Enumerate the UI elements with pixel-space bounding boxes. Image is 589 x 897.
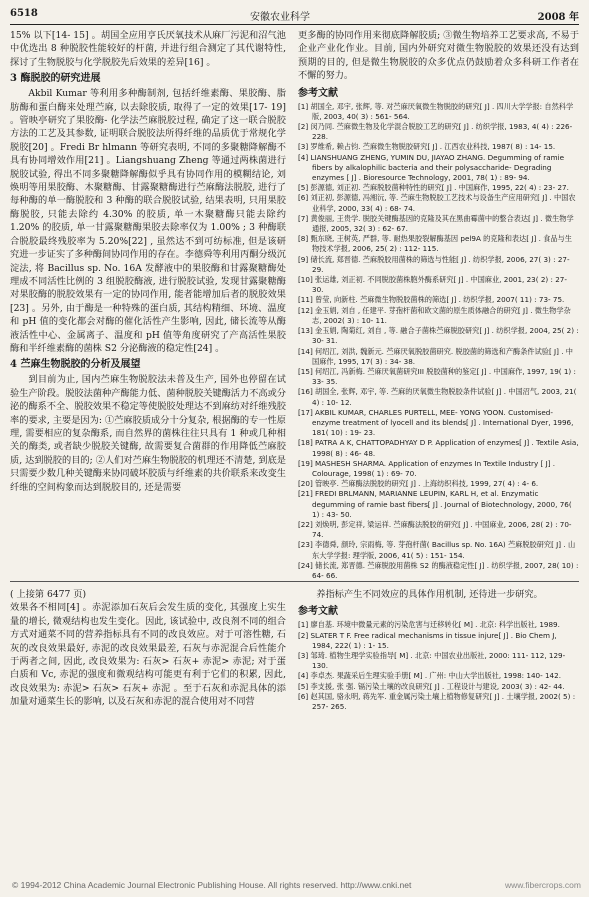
publication-year: 2008 年 <box>537 12 579 23</box>
references-list-bottom <box>298 620 579 712</box>
article-separator <box>10 581 579 582</box>
reference-item: [18] PATRA A K, CHATTOPADHYAY D P. Application of enzymes[ J] . Textile Asia, 1998( 8) : 46- 48. <box>298 438 579 458</box>
watermark: www.fibercrops.com <box>504 880 581 890</box>
reference-item: [4] LIANSHUANG ZHENG, YUMIN DU, JIAYAO ZHANG. Degumming of ramie fibers by alkalophilic bacteria and their polysaccharide- Degrading enzymes [ J] . Bioresource Technology, 2001, 78( 1) : 89- 94. <box>298 152 565 183</box>
header-rule <box>10 24 579 25</box>
continued-paragraph-right: 养指标产生不同效应的具体作用机制, 还待进一步研究。 <box>316 589 543 600</box>
reference-item: [3] 邹琦. 植物生理学实验指导[ M] . 北京: 中国农业出版社, 2000: 111- 112, 129- 130. <box>298 651 566 671</box>
page-number: 6518 <box>10 8 38 19</box>
reference-item: [22] 刘焕明, 彭定祥, 梁运祥. 苎麻酶法脱胶的研究[ J] . 中国麻业, 2006, 28( 2) : 70- 74. <box>298 519 572 540</box>
reference-item: [5] 李支援, 张 强. 镉污染土壤的改良研究[ J] . 工程设计与建设, 2003( 3) : 42- 44. <box>298 681 565 691</box>
reference-item: [17] AKBIL KUMAR, CHARLES PURTELL, MEE- YONG YOON. Customised- enzyme treatment of lyocell and its blends[ J] . International Dyer, 1996, 181( 10) : 19- 23. <box>298 407 574 438</box>
reference-item: [20] 管映亭. 苎麻酶法脱胶的研究[ J] . 上海纺织科技, 1999, 27( 4) : 4- 6. <box>298 479 539 489</box>
continued-from-label: ( 上接第 6477 页) <box>10 589 87 600</box>
reference-item: [4] 李卓杰. 果蔬采后生理实验手册[ M] . 广州: 中山大学出版社, 1998: 140- 142. <box>298 671 561 681</box>
copyright-notice: © 1994-2012 China Academic Journal Electronic Publishing House. All rights reserved. http://www.cnki.net <box>12 880 412 890</box>
section-4-heading: 4 苎麻生物脱胶的分析及展望 <box>10 359 141 371</box>
journal-name: 安徽农业科学 <box>250 12 310 23</box>
footer <box>0 877 589 897</box>
reference-item: [6] 赵其国, 骆永明, 蒋先军. 重金属污染土壤上植物修复研究[ J] . 土壤学报, 2002( 5) : 257- 265. <box>298 691 576 712</box>
right-column-bottom <box>298 588 579 874</box>
reference-item: [7] 黄俊丽, 王贵学. 脱胶关键酶基因的克隆及其在黑曲霉菌中的整合表达[ J] . 微生物学通报, 2005, 32( 3) : 62- 67. <box>298 213 574 234</box>
intro-paragraph: 15% 以下[14- 15] 。胡国全应用亨氏厌氧技术从麻厂污泥和沼气池中优选出 8 种脱胶性能较好的杆菌, 并进行组合测定了其代谢特性, 探讨了生物脱胶与化学脱胶先后效果的差异[16] 。 <box>10 30 286 68</box>
reference-item: [12] 金玉娟, 刘自 , 任建平. 芽孢杆菌和欧文菌的原生质体融合的研究[ J] . 微生物学杂志, 2002( 3) : 10- 11. <box>298 305 571 325</box>
left-column-top <box>10 29 286 579</box>
reference-item: [11] 曾莹, 向新柱. 苎麻微生物脱胶菌株的筛选[ J] . 纺织学报, 2007( 11) : 73- 75. <box>298 295 565 305</box>
reference-item: [3] 罗维希, 赖占钧. 苎麻微生物脱胶研究[ J] . 江西农业科技, 1987( 8) : 14- 15. <box>298 142 556 152</box>
references-list <box>298 102 579 579</box>
conclusion-paragraph: 更多酶的协同作用来彻底降解胶质; ③微生物培养工艺要求高, 不易于企业产业化作业。目前, 国内外研究对微生物脱胶的效果还没有达到预期的目的, 但是微生物脱胶的众多优点仍鼓励着众多科研工作者在不懈的努力。 <box>298 30 579 82</box>
reference-item: [24] 储长流, 郑晋德. 苎麻脱胶用菌株 S2 的酶液稳定性[ J] . 纺织学报, 2007, 28( 10) : 64- 66. <box>298 560 579 579</box>
references-heading-bottom: 参考文献 <box>298 606 338 618</box>
references-heading: 参考文献 <box>298 87 338 99</box>
reference-item: [8] 甄东晓, 王树英, 严群, 等. 耐热果胶裂解酶基因 pel9A 的克隆和表达[ J] . 食品与生物技术学报, 2006, 25( 2) : 112- 115. <box>298 234 572 254</box>
reference-item: [14] 何绍江, 刘洪, 魏新元. 苎麻厌氧脱胶菌研究. 脱胶菌的筛选和产酶条件试验[ J] . 中国麻作, 1995, 17( 3) : 34- 38. <box>298 346 573 366</box>
left-column-bottom <box>10 588 286 874</box>
running-header <box>10 6 579 22</box>
reference-item: [2] SLATER T F. Free radical mechanisms in tissue injure[ J] . Bio Chem J, 1984, 222( 1) : 1- 15. <box>298 630 557 650</box>
reference-item: [1] 廖自基. 环境中微量元素的污染危害与迁移转化[ M] . 北京: 科学出版社, 1989. <box>298 620 560 630</box>
reference-item: [19] MASHESH SHARMA. Application of enzymes In Textile Industry [ J] . Colourage, 1998( 1) : 69- 70. <box>298 458 556 478</box>
reference-item: [1] 胡国全, 邓宇, 张辉, 等. 对苎麻厌氧微生物脱胶的研究[ J] . 四川大学学报: 自然科学版, 2003, 40( 3) : 561- 564. <box>298 101 574 121</box>
reference-item: [5] 彭源德, 刘正初. 苎麻脱胶菌种特性的研究[ J] . 中国麻作, 1995, 22( 4) : 23- 27. <box>298 183 569 193</box>
reference-item: [15] 何绍江, 冯新梅. 苎麻厌氧菌研究III 脱胶菌种的鉴定[ J] . 中国麻作, 1997, 19( 1) : 33- 35. <box>298 366 576 387</box>
reference-item: [9] 储长流, 郑晋德. 苎麻脱胶用菌株的筛选与性能[ J] . 纺织学报, 2006, 27( 3) : 27- 29. <box>298 254 570 274</box>
section-3-paragraph: Akbil Kumar 等利用多种酶制剂, 包括纤维素酶、果胶酶、脂肪酶和蛋白酶来处理苎麻, 以去除胶质, 取得了一定的效果[17- 19] 。管映亭研究了果胶酶- 化学法苎麻脱胶过程, 确定了这一联合脱胶方法的工艺及其参数, 证明联合脱胶法所得纤维的品质优于常规化学脱胶[20] 。Fredi Br hlmann 等研究表明, 不同的多聚糖降解酶不具有协同增效作用[21] 。Liangshuang Zheng 等通过两株菌进行脱胶试验, 得出不同多聚糖降解酶似乎具有协同作用的模糊结论, 刘焕明等用果胶酶、木聚糖酶、甘露聚糖酶进行苎麻酶法脱胶, 进行了每种酶的单一酶脱胶和 3 种酶的联合脱胶试验, 结果表明, 只用果胶酶脱胶, 只能去除约 4.30% 的胶质, 单一木聚糖酶只能去除约 1.20% 的胶质, 单一甘露聚糖酶果胶去除率仅为 1.00% ; 3 种酶联合脱胶最终残胶率为 5.20%[22] , 虽然达不到可纺标准, 但是该研究进一步证实了多种酶间协同作用的存在。李德舜等利用丙酮分级沉淀法, 将 Bacillus sp. No. 16A 发酵液中的果胶酶和甘露聚糖酶处理成不同活性比例的 3 组脱胶酶液, 进行脱胶试验, 发现甘露聚糖酶对果胶酶的脱胶效果有一定的协同作用, 能者能增加后者的脱胶效果[23] 。另外, 由于酶是一种特殊的蛋白质, 其结构精细、环境、温度和 pH 值的变化都会对酶的催化活性产生影响, 因此, 储长流等从酶液活性中心、金属离子、温度和 pH 值等角度研究了产高活性果胶酶和半纤维素酶的菌株 S2 分泌酶液的稳定性[24] 。 <box>10 88 286 354</box>
right-column-top <box>298 29 579 579</box>
reference-item: [13] 金玉娟, 陶菊红, 刘自 , 等. 融合子菌株苎麻脱胶研究[ J] . 纺织学报, 2004, 25( 2) : 30- 31. <box>298 326 579 346</box>
section-4-paragraph: 到目前为止, 国内苎麻生物脱胶法未普及生产, 国外也停留在试验生产阶段。脱胶法菌种产酶能力低、菌种脱胶关键酶活力不高或分泌的酶系不全、脱胶效果不稳定等使脱胶处理达不到麻纺对纤维残胶率的要求, 主要是因为: ①苎麻胶质成分十分复杂, 根据酶的专一性原理, 需要相应的复杂酶系, 而自然界的菌株往往只具有 1 种或几种相关的酶类, 或者缺少脱胶关键酶, 故需要复合菌群的作用降低苎麻胶质, 达到脱胶的目的; ②人们对苎麻生物脱胶的机理还不清楚, 到底是只需要少数几种关键酶来协同破坏胶质与纤维素的共价联系来改变生纤维的空间构象而达到脱胶目的, 还是需要 <box>10 374 286 493</box>
reference-item: [6] 刘正初, 彭源德, 冯湘沅, 等. 苎麻生物脱胶工艺技术与设备生产应用研究[ J] . 中国农业科学, 2000, 33( 4) : 68- 74. <box>298 193 576 213</box>
reference-item: [10] 张运雄, 刘正初. 不同脱胶菌株胞外酶系研究[ J] . 中国麻业, 2001, 23( 2) : 27- 30. <box>298 275 567 295</box>
reference-item: [2] 闵乃同. 苎麻微生物及化学混合脱胶工艺的研究[ J] . 纺织学报, 1983, 4( 4) : 226- 228. <box>298 122 573 142</box>
reference-item: [21] FREDI BRLMANN, MARIANNE LEUPIN, KARL H, et al. Enzymatic degumming of ramie bast fibers[ J] . Journal of Biotechnology, 2000, 76( 1) : 43- 50. <box>298 489 572 519</box>
reference-item: [23] 李德舜, 颜玲, 宗雨梅, 等. 芽孢杆菌( Bacillus sp. No. 16A) 苎麻脱胶研究[ J] . 山东大学学报: 理学版, 2006, 41( 5) : 151- 154. <box>298 540 576 560</box>
section-3-heading: 3 酶脱胶的研究进展 <box>10 73 101 85</box>
continued-paragraph: 效果各不相同[4] 。赤泥添加石灰后会发生质的变化, 其强度上实生量的增长, 微观结构也发生变化。因此, 该试验中, 改良剂不同的组合方式对通菜不同的营养指标具有不同的改良效应。对于可溶性糖, 石灰的改良效果最好, 赤泥的改良效果最差, 石灰与赤泥混合后性能介于两者之间, 因此, 改良效果为: 石灰> 石灰+ 赤泥> 赤泥; 对于蛋白质和 Vc, 赤泥的强度和微观结构可能更有利于它们的积累, 因此, 改良效果为: 赤泥> 石灰> 石灰+ 赤泥 。至于石灰和赤泥具体的添加量对通菜生长的影响, 以及石灰和赤泥的混合使用对不同营 <box>10 602 286 708</box>
reference-item: [16] 胡国全, 张辉, 邓宇, 等. 苎麻的厌氧微生物脱胶条件试验[ J] . 中国沼气, 2003, 21( 4) : 10- 12. <box>298 387 577 407</box>
